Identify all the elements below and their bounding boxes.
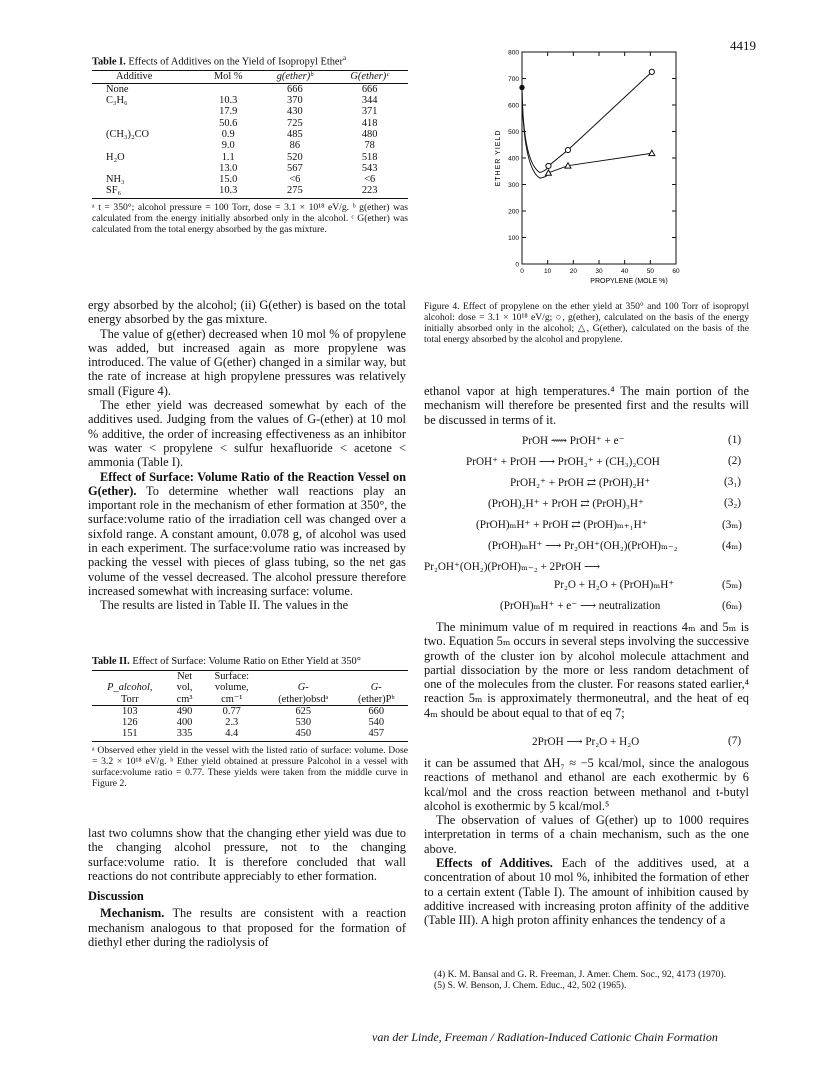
table-cell: 223 <box>361 185 378 197</box>
figure4-caption: Figure 4. Effect of propylene on the ether yield at 350° and 100 Torr of isopropyl alcohol: dose = 3.1 × 10¹⁸ eV/g; ○, g(ether), calculated on the basis of the energy initially absorbed only in the alcohol; △, G(ether), calculated on the basis of the total energy absorbed by the alcohol and propylene. <box>424 301 749 345</box>
equation-number: (1) <box>728 434 742 446</box>
table-cell: NH₃ <box>106 174 125 186</box>
table-cell: 540 <box>368 717 385 729</box>
table1-header: g(ether)ᵇ <box>276 71 313 83</box>
table-row <box>92 174 408 185</box>
table-cell: 490 <box>176 705 193 717</box>
table2-header: Surface: <box>214 671 250 682</box>
table2-header: G- <box>370 682 382 694</box>
equation: (PrOH)ₘH⁺ + PrOH ⇄ (PrOH)ₘ₊₁H⁺ <box>476 519 648 531</box>
table-row <box>92 106 408 117</box>
table-cell: 625 <box>295 705 312 717</box>
series-line <box>522 72 652 173</box>
table-cell: 10.3 <box>219 185 238 197</box>
table-row <box>92 152 408 163</box>
table-cell: 400 <box>176 717 193 729</box>
equation-number: (3₁) <box>724 476 741 488</box>
table-cell: H₂O <box>106 151 125 163</box>
table-cell: 457 <box>368 728 385 740</box>
table-row <box>92 129 408 140</box>
table-cell: 660 <box>368 705 385 717</box>
table1-header: Mol % <box>213 71 243 83</box>
data-point-circle <box>565 147 570 152</box>
table-cell: 0.9 <box>221 128 235 140</box>
table-cell: 50.6 <box>219 117 238 129</box>
table2-caption <box>92 656 408 667</box>
section-heading: Mechanism. <box>100 906 165 921</box>
page-number: 4419 <box>730 38 756 53</box>
table-cell: <6 <box>364 174 376 186</box>
discussion-heading: Discussion <box>88 889 144 904</box>
figure4 <box>486 46 716 292</box>
table-cell: 103 <box>122 705 138 717</box>
y-tick-label: 500 <box>508 129 519 136</box>
table-cell: None <box>106 83 129 95</box>
y-tick-label: 0 <box>515 261 519 269</box>
table-row <box>92 185 408 196</box>
equation-number: (3₂) <box>724 497 741 509</box>
table2-header: Torr <box>120 693 139 705</box>
table-cell: 335 <box>176 728 193 740</box>
equation-number: (3ₘ) <box>722 519 742 531</box>
table-cell <box>92 106 198 117</box>
table1-header: Additive <box>116 71 153 83</box>
table-cell: 2.3 <box>225 717 239 729</box>
table-cell: 418 <box>361 117 378 129</box>
equation-number: (6ₘ) <box>722 600 742 612</box>
equation-number: (5ₘ) <box>722 579 742 591</box>
table-cell <box>198 83 258 95</box>
paragraph: Effect of Surface: Volume Ratio of the Reaction Vessel on G(ether). To determine whether wall reactions play an important role in the mechanism of ether formation at 350°, the surface:volume ratio of the irradiation cell was changed over a sixfold range. A constant amount, 0.078 g, of alcohol was used in each experiment. The surface:volume ratio was increased by packing the vessel with pieces of glass tubing, so the net gas volume of the vessel decreased. The alcohol pressure therefore increased somewhat with increasing surface: volume. <box>88 469 406 598</box>
table2-header: (ether)Pᵇ <box>357 693 395 705</box>
equation-number: (4ₘ) <box>722 540 742 552</box>
table2-header: (ether)obsdᵃ <box>278 693 329 705</box>
table-cell: 543 <box>361 162 378 174</box>
table-cell: 530 <box>295 717 312 729</box>
equation: PrOH⁺ + PrOH ⟶ PrOH₂⁺ + (CH₃)₂COH <box>466 456 660 468</box>
table1-grid <box>92 71 408 196</box>
y-tick-label: 100 <box>508 235 519 242</box>
table1-caption-text: Effects of Additives on the Yield of Isopropyl Ether <box>128 56 344 68</box>
table1-header: G(ether)ᶜ <box>350 71 389 83</box>
table2-header: cm⁻¹ <box>221 693 243 705</box>
paragraph: last two columns show that the changing ether yield was due to the changing alcohol pressure, not to the changing surface:volume ratio. It is therefore concluded that wall reactions do not contribute appreciably to ether formation. <box>88 826 406 883</box>
right-column-bottom <box>424 756 749 928</box>
table-row <box>92 705 408 717</box>
equation: Pr₂O + H₂O + (PrOH)ₘH⁺ <box>554 579 675 591</box>
table-cell: 15.0 <box>219 174 238 186</box>
y-tick-label: 300 <box>508 182 519 189</box>
equation: (PrOH)ₘH⁺ ⟶ Pr₂OH⁺(OH₂)(PrOH)ₘ₋₂ <box>488 540 678 552</box>
table-row <box>92 163 408 174</box>
data-point-triangle <box>649 150 655 155</box>
table-cell: <6 <box>289 174 301 186</box>
table2-header <box>345 671 408 682</box>
equation: (PrOH)ₘH⁺ + e⁻ ⟶ neutralization <box>500 600 661 612</box>
table-cell: 151 <box>122 728 138 740</box>
table-cell: 86 <box>289 140 301 152</box>
table-cell: 9.0 <box>221 140 235 152</box>
table2-header: cm³ <box>176 693 193 705</box>
data-point-circle <box>546 163 551 168</box>
figure4-chart <box>486 46 716 292</box>
right-column-mid <box>424 620 749 720</box>
table2-header: vol, <box>176 682 193 694</box>
equation: Pr₂OH⁺(OH₂)(PrOH)ₘ₋₂ + 2PrOH ⟶ <box>424 561 601 573</box>
left-column-bottom <box>88 826 406 949</box>
table-cell: 520 <box>287 151 303 163</box>
table-cell <box>92 140 198 151</box>
table-cell: 0.77 <box>222 705 241 717</box>
y-tick-label: 400 <box>508 155 519 163</box>
equation-number: (7) <box>728 735 742 747</box>
table-cell: 78 <box>364 140 375 152</box>
table-row <box>92 95 408 106</box>
paragraph: it can be assumed that ΔH₇ ≈ −5 kcal/mol, since the analogous reactions of methanol and ethanol are each exothermic by 6 kcal/mol and the cross reaction between methanol and t-butyl alcohol is exothermic by 5 kcal/mol.⁵ <box>424 756 749 813</box>
data-point-shared <box>519 85 524 90</box>
table-row <box>92 118 408 129</box>
table-cell <box>92 118 198 129</box>
x-tick-label: 40 <box>621 268 629 275</box>
equation-number: (2) <box>728 455 742 467</box>
table-cell: 371 <box>361 106 378 118</box>
table-cell: 480 <box>361 128 378 140</box>
table-cell: 4.4 <box>225 728 239 740</box>
running-footer: van der Linde, Freeman / Radiation-Induced Cationic Chain Formation <box>372 1030 718 1044</box>
table-cell: 450 <box>295 728 312 740</box>
table1 <box>92 54 408 235</box>
section-heading: Effect of Surface: Volume Ratio of the Reaction Vessel on G(ether). <box>88 469 406 498</box>
y-axis-label: ETHER YIELD <box>495 129 502 187</box>
table-cell: 666 <box>361 83 378 95</box>
equation: 2PrOH ⟶ Pr₂O + H₂O <box>532 736 640 748</box>
x-tick-label: 30 <box>595 268 603 275</box>
table-cell: 430 <box>287 106 303 118</box>
table-cell: SF₆ <box>106 185 122 197</box>
table-cell: 17.9 <box>219 106 238 118</box>
y-tick-label: 600 <box>508 102 519 110</box>
x-tick-label: 20 <box>569 268 577 275</box>
x-tick-label: 10 <box>544 268 552 275</box>
table2-caption-text: Effect of Surface: Volume Ratio on Ether Yield at 350° <box>132 656 361 667</box>
paragraph: ergy absorbed by the alcohol; (ii) G(ether) is based on the total energy absorbed by the gas mixture. <box>88 298 406 327</box>
right-column-intro <box>424 384 749 427</box>
table-row <box>92 728 408 739</box>
table2-header <box>92 671 168 682</box>
table2-header: volume, <box>214 682 249 694</box>
x-tick-label: 0 <box>520 268 524 275</box>
table-cell: 13.0 <box>219 162 238 174</box>
paragraph: The value of g(ether) decreased when 10 mol % of propylene was added, but increased again as more propylene was introduced. The value of G(ether) changed in a similar way, but the rate of increase at high propylene pressures was relatively small (Figure 4). <box>88 326 406 398</box>
equation: (PrOH)₂H⁺ + PrOH ⇄ (PrOH)₃H⁺ <box>488 498 644 510</box>
table2-header: G- <box>297 682 309 694</box>
plot-frame <box>522 52 676 264</box>
x-tick-label: 50 <box>646 268 654 275</box>
table2-caption-label: Table II. <box>92 656 130 667</box>
x-axis-label: PROPYLENE (MOLE %) <box>590 278 668 285</box>
table-cell: 344 <box>361 95 378 107</box>
table-cell: 518 <box>361 151 378 163</box>
table2-header: Net <box>177 671 193 682</box>
table-cell: 567 <box>287 162 303 174</box>
table2-footnote: ᵃ Observed ether yield in the vessel with the listed ratio of surface: volume. Dose = 3.2 × 10¹⁸ eV/g. ᵇ Ether yield obtained at pressure Palcohol in a vessel with surface:volume ratio = 0.77. These yields were taken from the middle curve in Figure 2. <box>92 744 408 789</box>
table-cell: 126 <box>122 717 138 729</box>
table-row <box>92 83 408 95</box>
table-cell: 725 <box>287 117 303 129</box>
table-cell: 1.1 <box>221 151 235 163</box>
table1-caption-label: Table I. <box>92 56 126 68</box>
references <box>424 969 749 991</box>
table1-caption: Table I. Effects of Additives on the Yield of Isopropyl Ether$^a$ <box>92 54 347 68</box>
paragraph: The observation of values of G(ether) up to 1000 requires interpretation in terms of a chain mechanism, such as the one above. <box>424 813 749 856</box>
y-tick-label: 200 <box>508 208 519 216</box>
equation: PrOH₂⁺ + PrOH ⇄ (PrOH)₂H⁺ <box>510 477 651 489</box>
table-cell: 370 <box>287 95 303 107</box>
table2-grid <box>92 671 408 740</box>
table-row <box>92 717 408 728</box>
paragraph: The ether yield was decreased somewhat by each of the additives used. Judging from the values of G-(ether) at 10 mol % additive, the order of increasing effectiveness as an inhibitor was water < propylene < sulfur hexafluoride < acetone < ammonia (Table I). <box>88 398 406 470</box>
table-cell: 666 <box>287 83 303 95</box>
paragraph: The results are listed in Table II. The values in the <box>100 598 349 613</box>
reference: (4) K. M. Bansal and G. R. Freeman, J. Amer. Chem. Soc., 92, 4173 (1970). <box>434 969 727 980</box>
paragraph: ethanol vapor at high temperatures.⁴ The main portion of the mechanism will therefore be presented first and the results will be discussed in terms of it. <box>424 384 749 427</box>
left-column-top <box>88 298 406 613</box>
reference: (5) S. W. Benson, J. Chem. Educ., 42, 502 (1965). <box>434 980 627 991</box>
table-cell: 275 <box>287 185 303 197</box>
equation: PrOH ⟿ PrOH⁺ + e⁻ <box>522 435 625 447</box>
table1-footnote: ᵃ t = 350°; alcohol pressure = 100 Torr, dose = 3.1 × 10¹⁸ eV/g. ᵇ g(ether) was calculated from the energy initially absorbed only in the alcohol. ᶜ G(ether) was calculated from the total energy absorbed by the gas mixture. <box>92 201 408 235</box>
table2-header <box>262 671 345 682</box>
y-tick-label: 700 <box>508 76 519 83</box>
table2-header: P_alcohol, <box>107 682 153 694</box>
x-tick-label: 60 <box>672 268 680 275</box>
table-cell: C₃H₆ <box>106 95 128 107</box>
y-tick-label: 800 <box>508 49 519 57</box>
paragraph: Effects of Additives. Each of the additives used, at a concentration of about 10 mol %, inhibited the formation of ether to a certain extent (Table I). The amount of inhibition caused by additive increased with increasing proton affinity of the additive (Table III). A high proton affinity enhances the tendency of a <box>424 856 749 928</box>
table2 <box>92 656 408 789</box>
paragraph: Mechanism. The results are consistent with a reaction mechanism analogous to that proposed for the formation of diethyl ether during the radiolysis of <box>88 906 407 950</box>
table-row <box>92 140 408 151</box>
table-cell: (CH₃)₂CO <box>106 128 150 140</box>
table-cell <box>92 163 198 174</box>
section-heading: Effects of Additives. <box>436 856 553 871</box>
paragraph: The minimum value of m required in reactions 4ₘ and 5ₘ is two. Equation 5ₘ occurs in several steps involving the successive growth of the cluster ion by alcohol molecule attachment and partial dissociation by the more or less random detachment of one of the molecules from the cluster. For reasons stated earlier,⁴ reaction 5ₘ is approximately thermoneutral, and the heat of eq 4ₘ should be about equal to that of eq 7; <box>424 620 749 720</box>
data-point-circle <box>649 69 654 74</box>
table-cell: 485 <box>287 128 303 140</box>
table-cell: 10.3 <box>219 95 238 107</box>
